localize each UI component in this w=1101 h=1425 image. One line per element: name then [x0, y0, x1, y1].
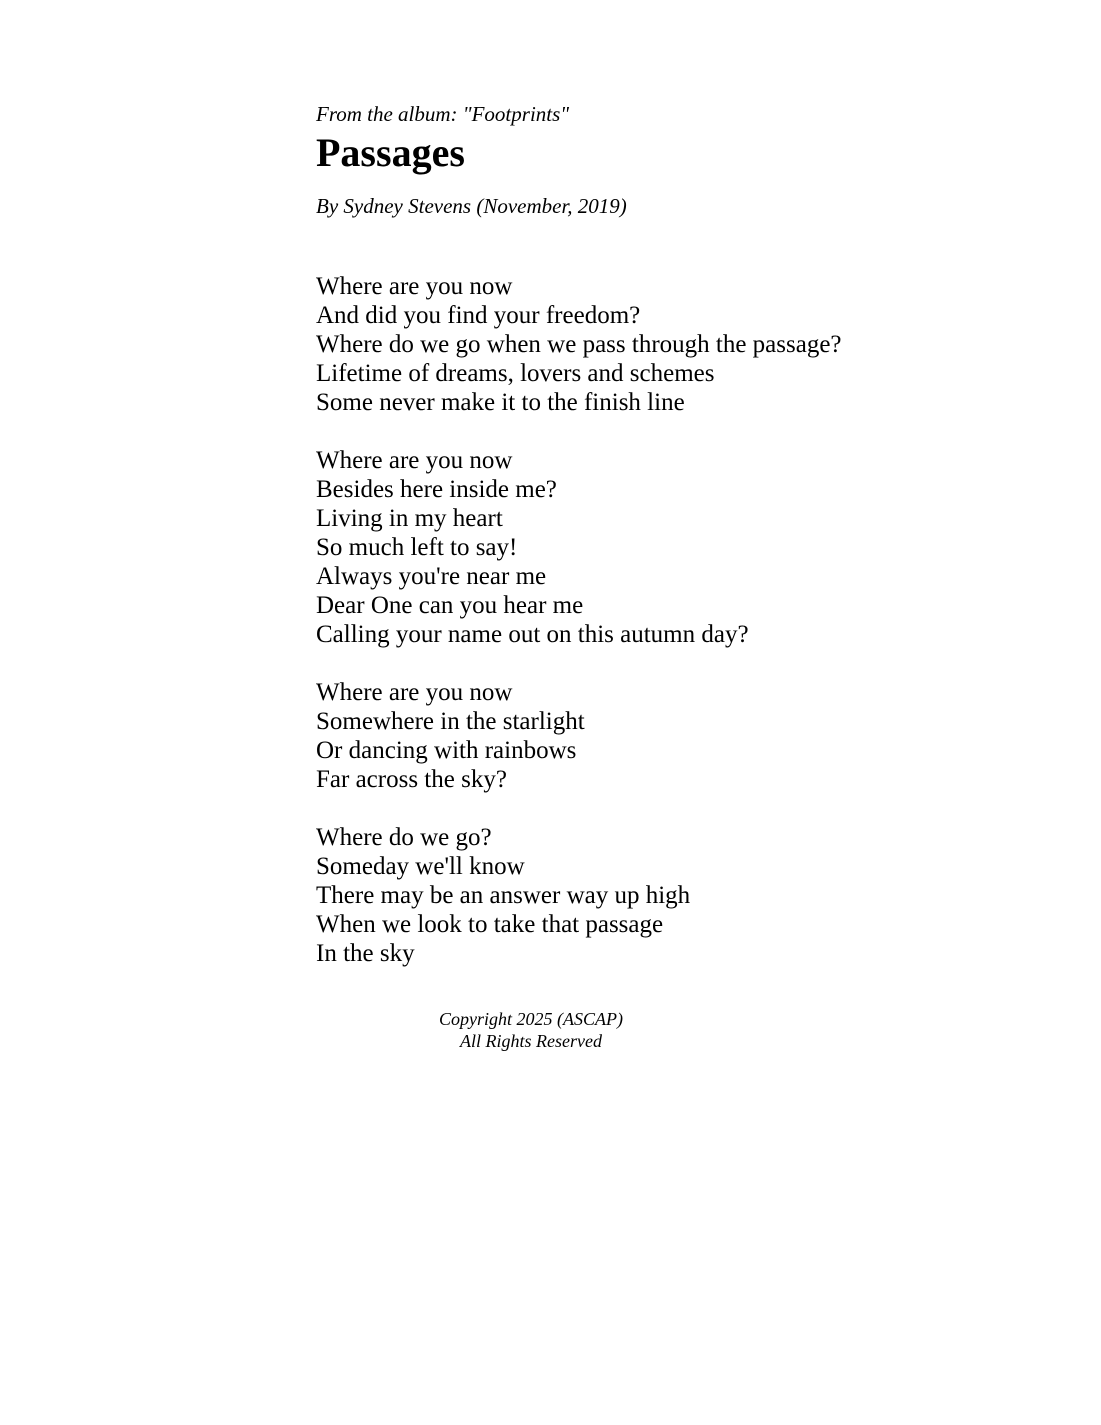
rights-line: All Rights Reserved	[460, 1031, 602, 1051]
lyric-line: Far across the sky?	[316, 766, 507, 793]
lyric-line: Someday we'll know	[316, 853, 525, 880]
lyric-line: So much left to say!	[316, 534, 518, 561]
stanza-1	[316, 272, 1016, 417]
lyric-line: Some never make it to the finish line	[316, 389, 685, 416]
lyric-line: In the sky	[316, 940, 415, 967]
lyric-line: Where are you now	[316, 679, 513, 706]
lyric-line: Always you're near me	[316, 563, 547, 590]
copyright-line: Copyright 2025 (ASCAP)	[439, 1009, 623, 1029]
lyric-sheet	[316, 100, 1016, 997]
lyric-line: And did you find your freedom?	[316, 302, 641, 329]
lyric-line: Where do we go?	[316, 824, 492, 851]
author-byline: By Sydney Stevens (November, 2019)	[316, 194, 627, 218]
lyric-line: Calling your name out on this autumn day?	[316, 621, 749, 648]
lyric-line: Dear One can you hear me	[316, 592, 584, 619]
lyric-line: Where are you now	[316, 447, 513, 474]
lyric-line: When we look to take that passage	[316, 911, 664, 938]
stanza-4	[316, 823, 1016, 968]
lyric-line: There may be an answer way up high	[316, 882, 691, 909]
lyric-line: Where are you now	[316, 273, 513, 300]
lyrics	[316, 272, 1016, 968]
stanza-2	[316, 446, 1016, 649]
lyric-line: Where do we go when we pass through the passage?	[316, 331, 842, 358]
lyric-line: Besides here inside me?	[316, 476, 557, 503]
copyright-notice	[316, 1008, 746, 1052]
lyric-line: Lifetime of dreams, lovers and schemes	[316, 360, 715, 387]
lyric-line: Living in my heart	[316, 505, 503, 532]
lyric-line: Somewhere in the starlight	[316, 708, 585, 735]
album-line: From the album: "Footprints"	[316, 102, 570, 126]
lyric-line: Or dancing with rainbows	[316, 737, 577, 764]
stanza-3	[316, 678, 1016, 794]
song-title: Passages	[316, 130, 465, 175]
